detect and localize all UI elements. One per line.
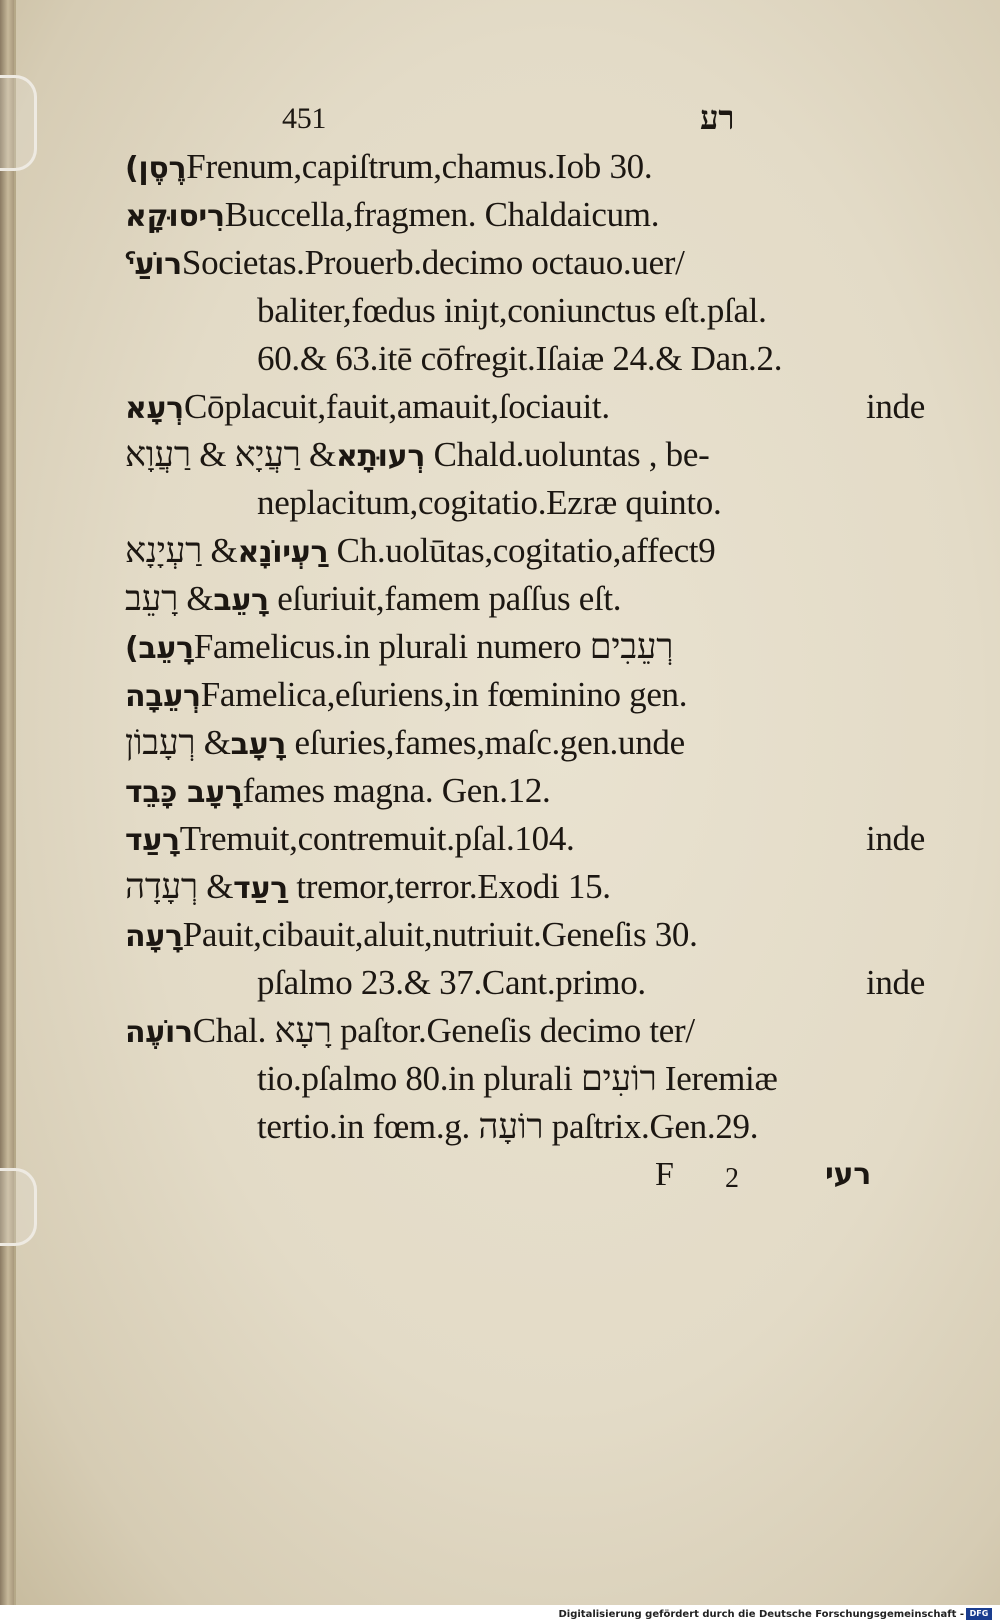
entry-line xyxy=(125,866,925,914)
latin-gloss: Pauit,cibauit,aluit,nutriuit.Geneſis 30. xyxy=(182,915,698,954)
entry-line xyxy=(125,530,925,578)
entry-line xyxy=(125,146,925,194)
hebrew-headword: רַעַד xyxy=(233,871,288,906)
latin-gloss: Tremuit,contremuit.pſal.104. xyxy=(179,819,575,858)
entry-line xyxy=(125,674,925,722)
entry-line xyxy=(125,434,925,482)
latin-gloss: 60.& 63.itē cōfregit.Iſaiæ 24.& Dan.2. xyxy=(257,339,783,378)
latin-gloss: & רְעָדָה tremor,terror.Exodi 15. xyxy=(125,867,611,906)
signature-row xyxy=(125,1154,925,1202)
page-text xyxy=(125,98,925,1202)
hebrew-headword: רוֹעֶה xyxy=(125,1015,193,1050)
catchword: רעי xyxy=(825,1157,871,1192)
entry-line xyxy=(125,962,925,1010)
page-header xyxy=(125,98,925,146)
latin-gloss: Frenum,capiſtrum,chamus.Iob 30. xyxy=(186,147,653,186)
digitization-footer xyxy=(0,1605,1000,1624)
latin-gloss: Buccella,fragmen. Chaldaicum. xyxy=(224,195,660,234)
entry-line xyxy=(125,1058,925,1106)
entry-line xyxy=(125,338,925,386)
latin-gloss: Societas.Prouerb.decimo octauo.uer/ xyxy=(181,243,685,282)
hebrew-headword: רָעַד xyxy=(125,823,180,858)
latin-gloss: tio.pſalmo 80.in plurali רוֹעִים Ieremiæ xyxy=(257,1059,778,1098)
hebrew-headword: (רֶסֶן xyxy=(125,151,187,186)
dictionary-entries xyxy=(125,146,925,1154)
inde-marker: inde xyxy=(865,387,925,426)
inde-marker: inde xyxy=(865,963,925,1002)
entry-line xyxy=(125,194,925,242)
latin-gloss: pſalmo 23.& 37.Cant.primo. xyxy=(257,963,646,1002)
dfg-logo: DFG xyxy=(966,1608,992,1620)
entry-line xyxy=(125,1106,925,1154)
running-head-hebrew: רע xyxy=(700,101,735,137)
latin-gloss: Cōplacuit,fauit,amauit,ſociauit. xyxy=(183,387,610,426)
page-clip-top xyxy=(0,75,37,171)
hebrew-headword: רָעָב כָּבֵד xyxy=(125,775,243,810)
page-clip-bottom xyxy=(0,1168,37,1246)
entry-line xyxy=(125,482,925,530)
latin-gloss: & רְעָבוֹן eſuries,fames,maſc.gen.unde xyxy=(125,723,685,762)
latin-gloss: tertio.in fœm.g. רוֹעָה paſtrix.Gen.29. xyxy=(257,1107,759,1146)
signature-mark: F xyxy=(655,1156,674,1193)
latin-gloss: Chal. רָעָא paſtor.Geneſis decimo ter/ xyxy=(192,1011,695,1050)
entry-line xyxy=(125,914,925,962)
hebrew-headword: רְעָא xyxy=(125,391,184,426)
latin-gloss: baliter,fœdus iniȷt,coniunctus eſt.pſal. xyxy=(257,291,767,330)
entry-line xyxy=(125,290,925,338)
hebrew-headword: רִיסוּקָא xyxy=(125,199,225,234)
entry-line xyxy=(125,578,925,626)
latin-gloss: & רַעֲיָא & רַעֲוָא Chald.uoluntas , be- xyxy=(125,435,710,474)
inde-marker: inde xyxy=(865,819,925,858)
latin-gloss: fames magna. Gen.12. xyxy=(242,771,551,810)
footer-credit: Digitalisierung gefördert durch die Deutsche Forschungsgemeinschaft - xyxy=(558,1609,964,1620)
entry-line xyxy=(125,770,925,818)
entry-line xyxy=(125,242,925,290)
hebrew-headword: ˁרוֹעַ xyxy=(125,247,182,282)
entry-line xyxy=(125,722,925,770)
hebrew-headword: רָעָה xyxy=(125,919,183,954)
entry-line xyxy=(125,818,925,866)
entry-line xyxy=(125,1010,925,1058)
latin-gloss: & רָעֵב eſuriuit,famem paſſus eſt. xyxy=(125,579,622,618)
latin-gloss: neplacitum,cogitatio.Ezræ quinto. xyxy=(257,483,722,522)
hebrew-headword: רָעָב xyxy=(230,727,287,762)
hebrew-headword: (רָעֵב xyxy=(125,631,194,666)
entry-line xyxy=(125,386,925,434)
hebrew-headword: רָעֵב xyxy=(213,583,269,618)
entry-line xyxy=(125,626,925,674)
hebrew-headword: רְעוּתָא xyxy=(335,439,426,474)
hebrew-headword: רְעֵבָה xyxy=(125,679,201,714)
signature-number: 2 xyxy=(725,1163,739,1194)
page-number: 451 xyxy=(282,102,327,135)
latin-gloss: Famelicus.in plurali numero רְעֵבִים xyxy=(193,627,674,666)
latin-gloss: Famelica,eſuriens,in fœminino gen. xyxy=(200,675,688,714)
latin-gloss: & רַעְיָנָא Ch.uolūtas,cogitatio,affect9 xyxy=(125,531,716,570)
hebrew-headword: רַעְיוֹנָא xyxy=(237,535,329,570)
